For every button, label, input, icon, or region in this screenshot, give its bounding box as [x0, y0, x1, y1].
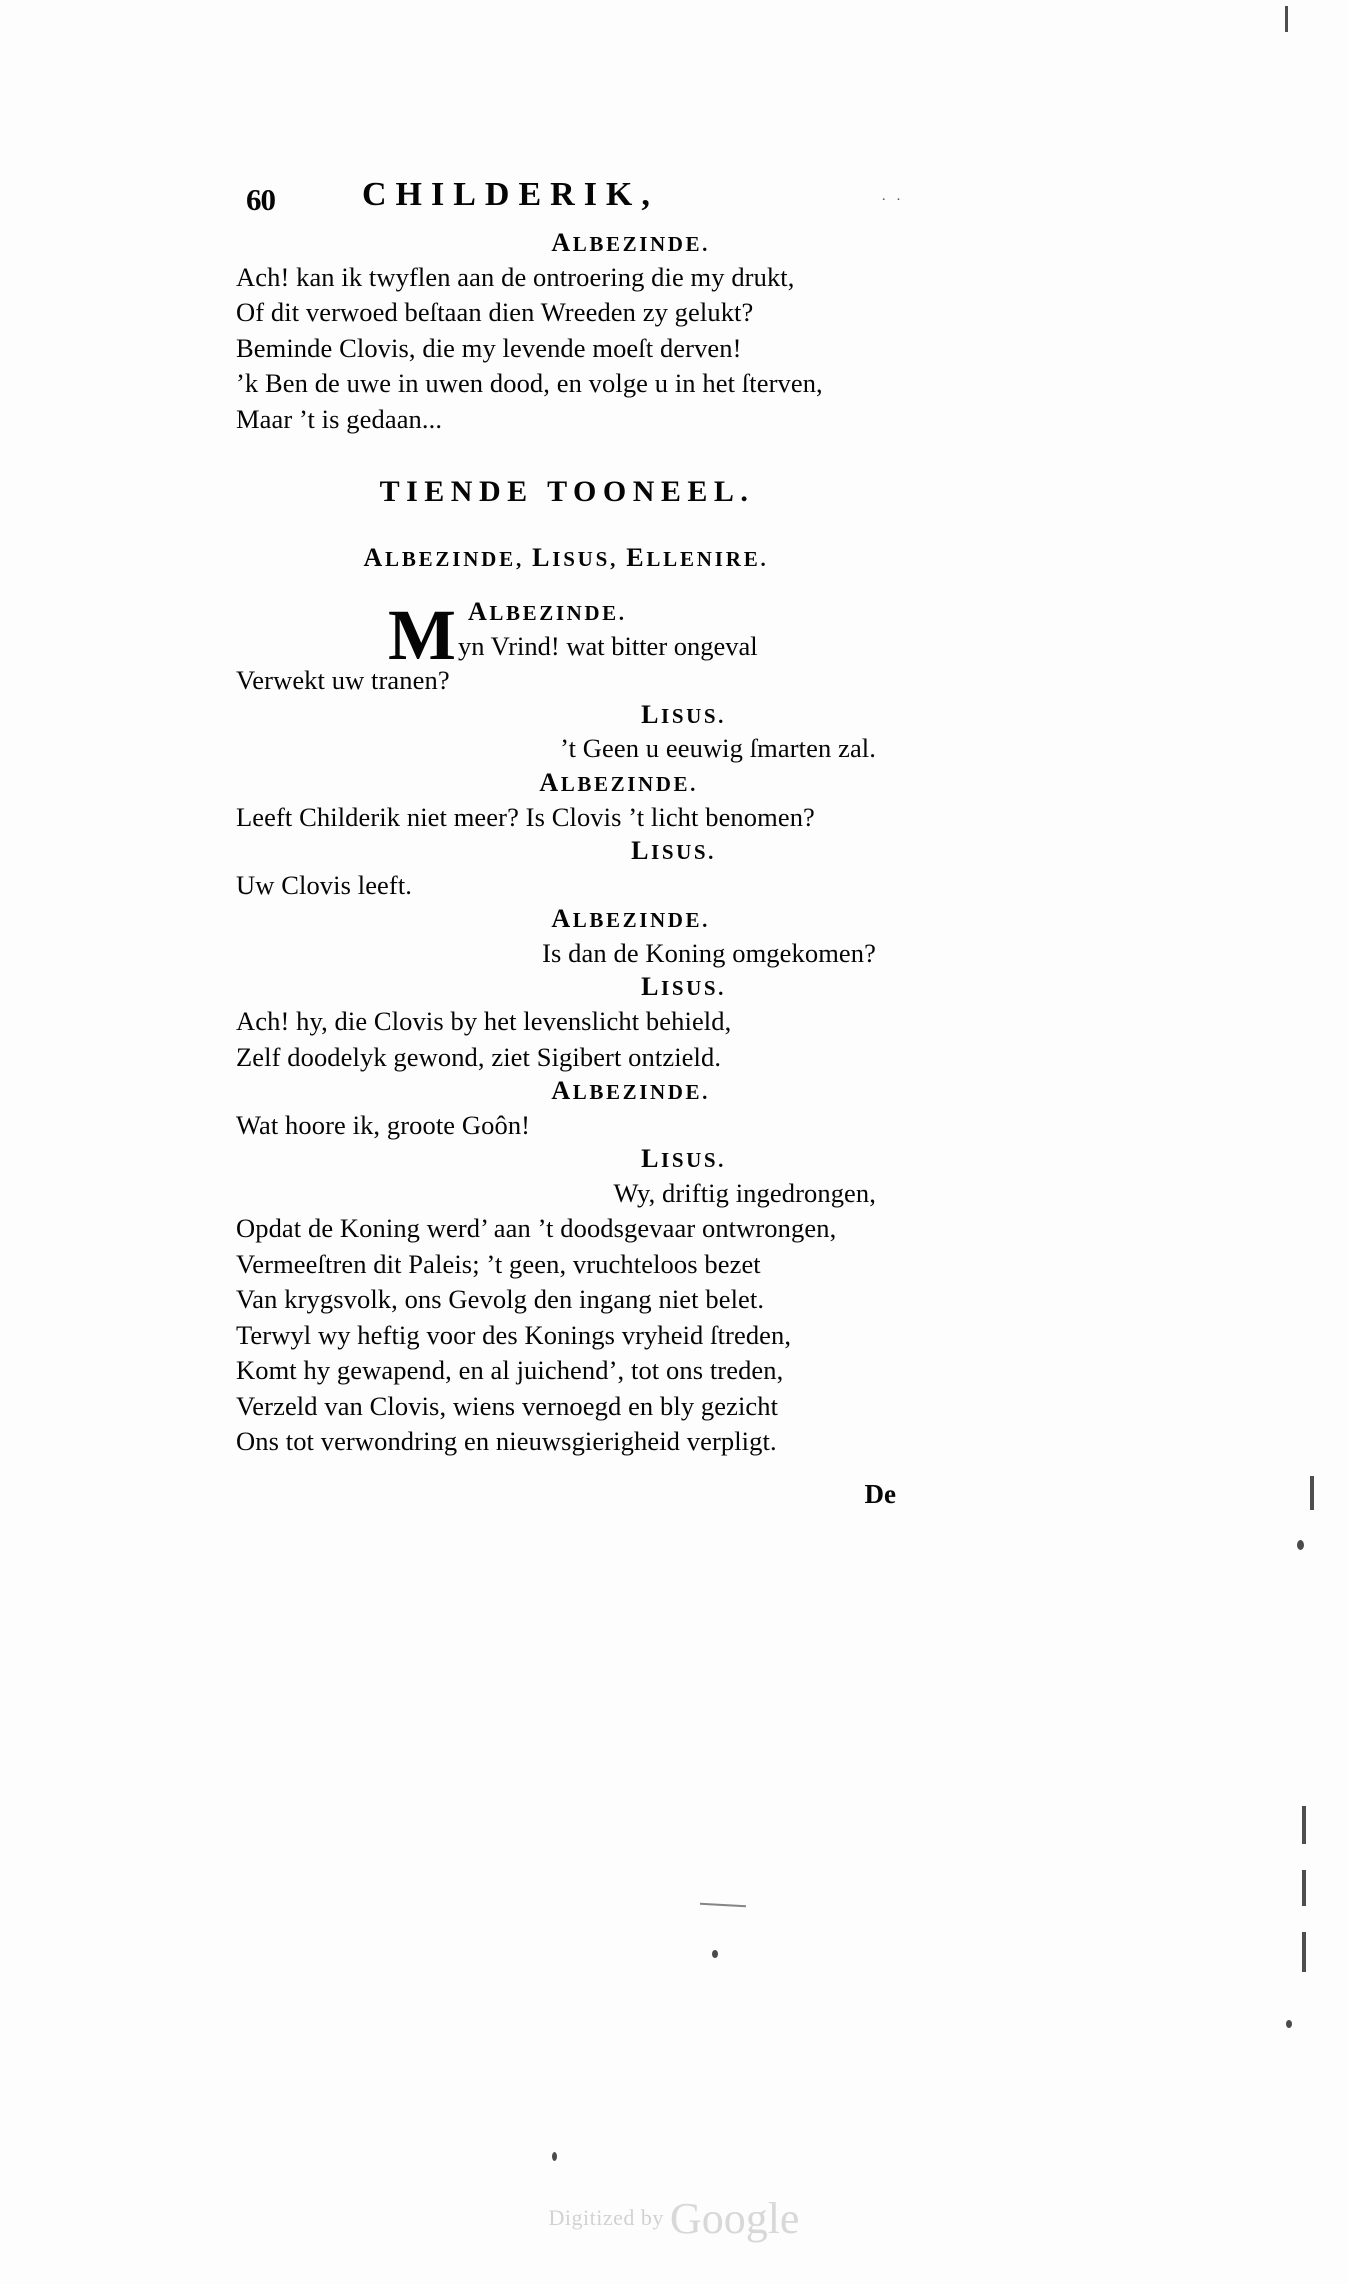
- verse-line: Zelf doodelyk gewond, ziet Sigibert ontzield.: [236, 1041, 722, 1072]
- speaker-label: ALBEZINDE.: [539, 767, 698, 797]
- scan-artifact-right-4: [1302, 1870, 1306, 1906]
- running-head: [236, 170, 904, 226]
- opening-speech-lines: [236, 260, 876, 438]
- watermark-prefix: Digitized by: [548, 2205, 670, 2230]
- verse-line: Wy, driftig ingedrongen,: [613, 1177, 876, 1208]
- verse-line: Of dit verwoed beſtaan dien Wreeden zy gelukt?: [236, 297, 754, 328]
- scan-artifact-top-right: [1285, 6, 1288, 32]
- scan-artifact-bottom-left: [552, 2152, 557, 2161]
- final-speech: [236, 1144, 896, 1509]
- scene-cast-list: ALBEZINDE, LISUS, ELLENIRE.: [363, 543, 769, 573]
- dialogue-exchange: [236, 595, 876, 699]
- speaker-label: ALBEZINDE.: [551, 228, 710, 257]
- margin-dots: · ·: [881, 192, 904, 208]
- verse-line: ’k Ben de uwe in uwen dood, en volge u in het ſterven,: [236, 368, 823, 399]
- scene-heading: TIENDE TOONEEL.: [379, 475, 755, 509]
- speaker-label: LISUS.: [641, 1144, 726, 1174]
- speaker-name: LBEZINDE.: [572, 232, 710, 256]
- catchword: De: [864, 1478, 896, 1509]
- verse-line: Maar ’t is gedaan...: [236, 403, 443, 434]
- verse-line: yn Vrind! wat bitter ongeval: [458, 631, 758, 662]
- verse-line: Leeft Childerik niet meer? Is Clovis ’t licht benomen?: [236, 801, 815, 832]
- scan-artifact-right-2: [1297, 1540, 1304, 1550]
- dialogue-exchange: [236, 836, 876, 903]
- verse-line: Beminde Clovis, die my levende moeſt derven!: [236, 332, 742, 363]
- speaker-label: ALBEZINDE.: [468, 597, 627, 627]
- watermark-brand: Google: [669, 2194, 800, 2243]
- speaker-label: ALBEZINDE.: [551, 904, 710, 934]
- verse-line: Verwekt uw tranen?: [236, 665, 450, 696]
- verse-line: Komt hy gewapend, en al juichend’, tot ons treden,: [236, 1355, 784, 1386]
- scan-artifact-right-3: [1302, 1806, 1306, 1844]
- scan-artifact-right-6: [1286, 2020, 1292, 2028]
- digitization-watermark: [0, 2193, 1348, 2244]
- scan-artifact-right-5: [1302, 1932, 1306, 1972]
- scan-artifact-center: [712, 1950, 718, 1958]
- scan-artifact-hairline: [700, 1903, 746, 1907]
- verse-line: Opdat de Koning werd’ aan ’t doodsgevaar ontwrongen,: [236, 1213, 837, 1244]
- drop-cap: M: [388, 595, 456, 676]
- dialogue-exchange: [236, 768, 876, 835]
- folio-number: 60: [246, 182, 275, 217]
- verse-line: Uw Clovis leeft.: [236, 869, 413, 900]
- speaker-label: LISUS.: [641, 972, 726, 1002]
- verse-line: Wat hoore ik, groote Goôn!: [236, 1109, 531, 1140]
- verse-line: Vermeeſtren dit Paleis; ’t geen, vruchteloos bezet: [236, 1248, 761, 1279]
- verse-line: Terwyl wy heftig voor des Konings vryheid ſtreden,: [236, 1319, 792, 1350]
- verse-line: Ach! kan ik twyflen aan de ontroering die my drukt,: [236, 261, 795, 292]
- verse-line: Is dan de Koning omgekomen?: [542, 937, 876, 968]
- verse-line: Ons tot verwondring en nieuwsgierigheid verpligt.: [236, 1426, 777, 1457]
- verse-line: Ach! hy, die Clovis by het levenslicht behield,: [236, 1006, 732, 1037]
- speaker-label: LISUS.: [631, 836, 716, 866]
- speaker-label: LISUS.: [641, 699, 726, 729]
- dialogue-exchange: [236, 972, 876, 1075]
- verse-line: Verzeld van Clovis, wiens vernoegd en bly gezicht: [236, 1390, 779, 1421]
- verse-line: Van krygsvolk, ons Gevolg den ingang niet belet.: [236, 1284, 765, 1315]
- speaker-label: ALBEZINDE.: [551, 1076, 710, 1106]
- verse-line: ’t Geen u eeuwig ſmarten zal.: [560, 733, 876, 764]
- page-text-block: [236, 170, 904, 1509]
- running-title: CHILDERIK,: [362, 176, 659, 213]
- scan-artifact-right-1: [1310, 1476, 1314, 1510]
- dialogue-exchange: [236, 904, 876, 971]
- dialogue-exchange: [236, 1076, 876, 1143]
- dialogue-exchange: [236, 700, 876, 767]
